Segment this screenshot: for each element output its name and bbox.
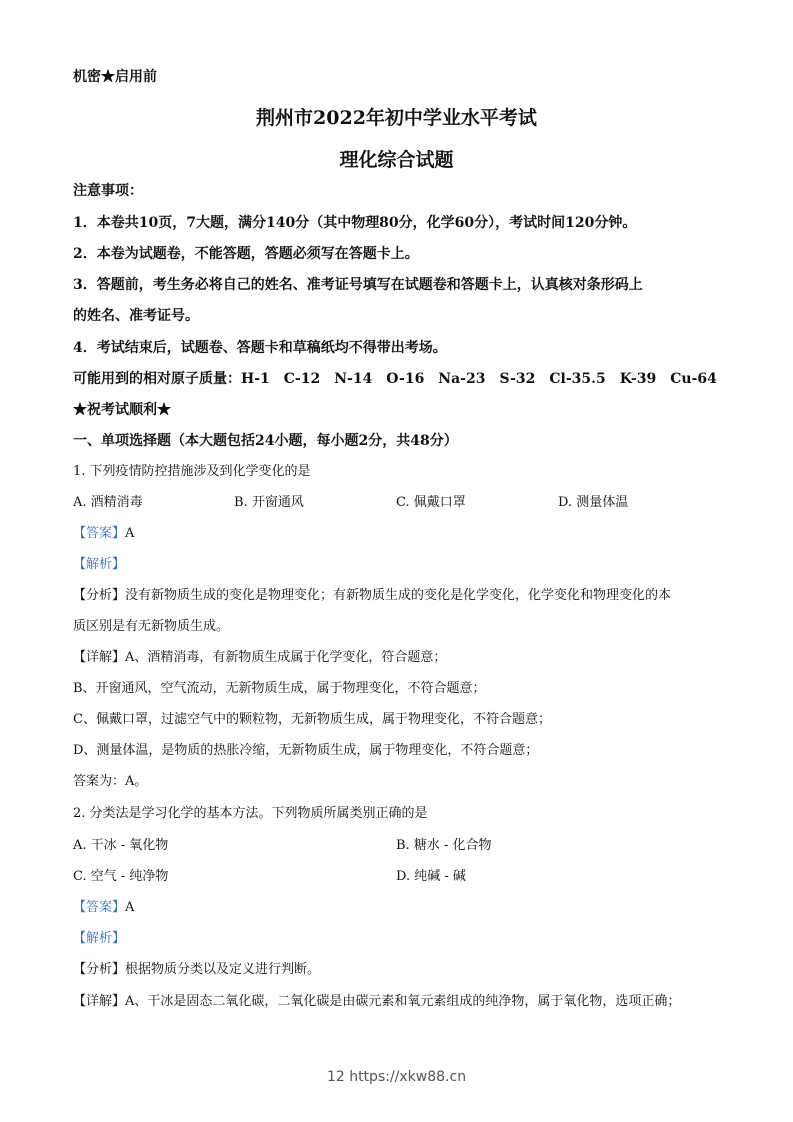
q2-option-c: C. 空气 - 纯净物 [73,869,169,884]
xiangjie-text: A、干冰是固态二氧化碳，二氧化碳是由碳元素和氧元素组成的纯净物，属于氧化物，选项正确； [125,994,681,1009]
note-item-4: 4．考试结束后，试题卷、答题卡和草稿纸均不得带出考场。 [73,340,447,356]
q2-fenxi-line [73,961,320,979]
fenxi-tag: 【分析】 [73,962,126,977]
answer-value: A [125,526,135,541]
q2-analysis-tag: 【解析】 [73,931,126,946]
q2-answer-line [73,899,134,917]
note-item-2: 2．本卷为试题卷，不能答题，答题必须写在答题卡上。 [73,246,419,262]
q2-option-b: B. 糖水 - 化合物 [396,838,492,853]
q2-stem: 2. 分类法是学习化学的基本方法。下列物质所属类别正确的是 [73,806,428,821]
q1-fenxi-line-2: 质区别是有无新物质生成。 [73,619,230,634]
answer-value: A [125,900,135,915]
confidential-label: 机密★启用前 [73,69,157,85]
q1-fenxi-line-1 [73,587,671,605]
q1-line-c: C、佩戴口罩，过滤空气中的颗粒物，无新物质生成，属于物理变化，不符合题意； [73,712,551,727]
fenxi-tag: 【分析】 [73,588,126,603]
q1-option-d: D. 测量体温 [558,495,629,510]
note-item-1: 1．本卷共10页，7大题，满分140分（其中物理80分，化学60分），考试时间120分钟。 [73,215,637,231]
notes-heading: 注意事项： [73,183,143,199]
note-item-3: 3．答题前，考生务必将自己的姓名、准考证号填写在试题卷和答题卡上，认真核对条形码上 [73,277,643,293]
q1-conclusion: 答案为：A。 [73,774,148,789]
q1-answer-line [73,525,134,543]
xiangjie-tag: 【详解】 [73,994,126,1009]
fenxi-text: 没有新物质生成的变化是物理变化；有新物质生成的变化是化学变化，化学变化和物理变化的本 [125,588,672,603]
q2-option-d: D. 纯碱 - 碱 [396,869,466,884]
wish-line: ★祝考试顺利★ [73,402,171,418]
q1-analysis-tag: 【解析】 [73,557,126,572]
fenxi-text: 根据物质分类以及定义进行判断。 [125,962,321,977]
q1-option-b: B. 开窗通风 [234,495,304,510]
q2-option-a: A. 干冰 - 氧化物 [73,838,169,853]
answer-tag: 【答案】 [73,900,126,915]
q1-line-d: D、测量体温，是物质的热胀冷缩，无新物质生成，属于物理变化，不符合题意； [73,743,539,758]
q1-option-a: A. 酒精消毒 [73,495,143,510]
exam-title: 荆州市2022年初中学业水平考试 [256,107,537,129]
answer-tag: 【答案】 [73,526,126,541]
q1-line-b: B、开窗通风，空气流动，无新物质生成，属于物理变化，不符合题意； [73,681,486,696]
xiangjie-text: A、酒精消毒，有新物质生成属于化学变化，符合题意； [125,650,447,665]
note-item-3-cont: 的姓名、准考证号。 [73,308,199,324]
q1-stem: 1. 下列疫情防控措施涉及到化学变化的是 [73,464,311,479]
q2-xiangjie-line [73,993,680,1011]
exam-subtitle: 理化综合试题 [339,149,454,171]
page-footer: 12 https://xkw88.cn [326,1069,467,1085]
q1-option-c: C. 佩戴口罩 [396,495,466,510]
xiangjie-tag: 【详解】 [73,650,126,665]
q1-xiangjie-line [73,649,446,667]
section-heading: 一、单项选择题（本大题包括24小题，每小题2分，共48分） [73,433,458,449]
atomic-masses: 可能用到的相对原子质量：H-1 C-12 N-14 O-16 Na-23 S-32 Cl-35.5 K-39 Cu-64 [73,371,717,387]
